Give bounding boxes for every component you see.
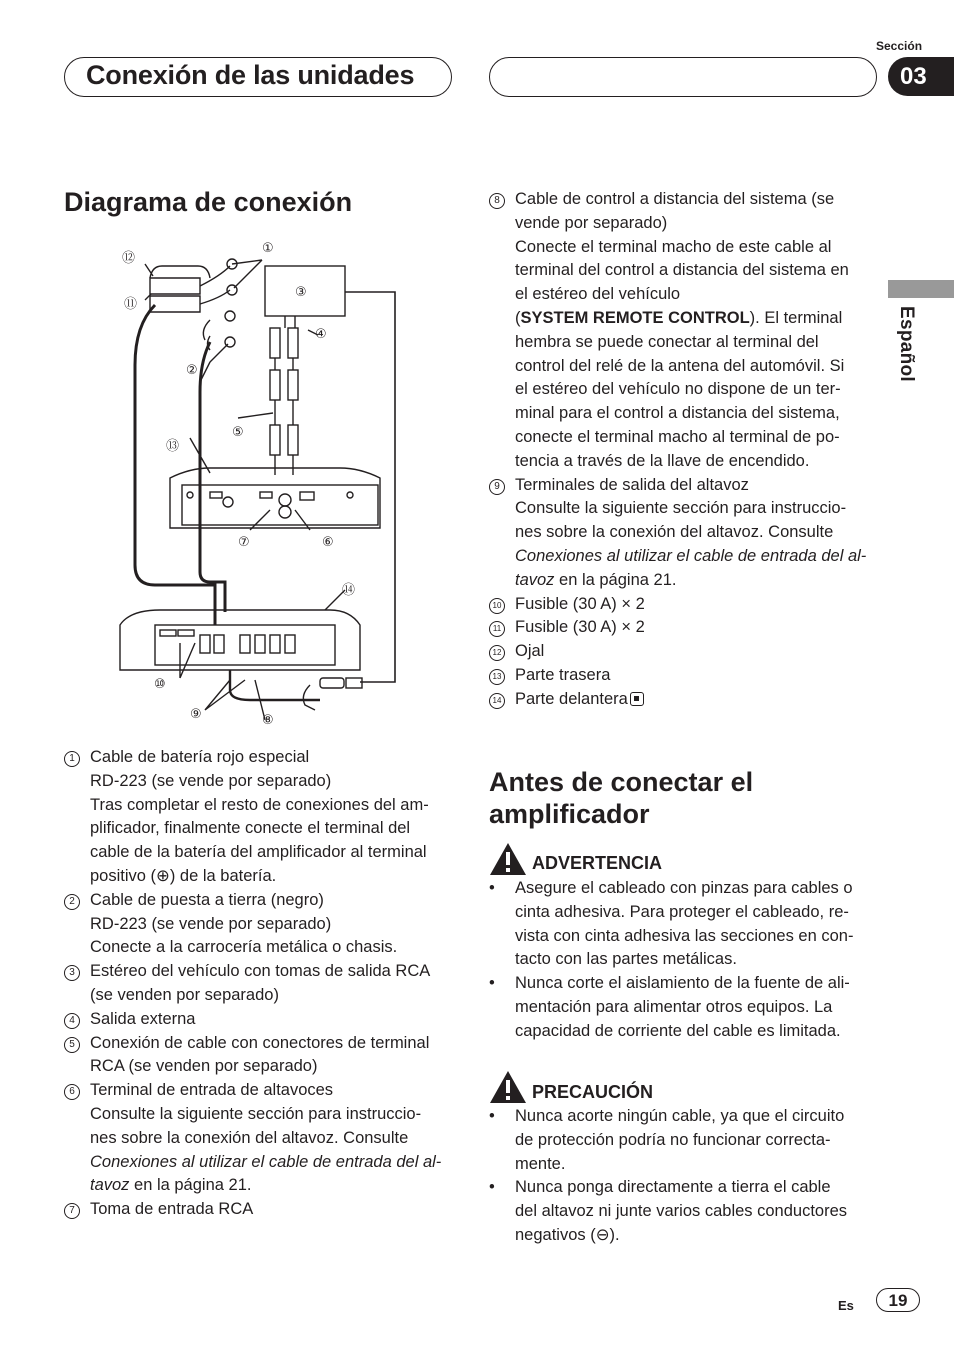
callout-8: ⑧ <box>262 713 274 728</box>
diagram-heading: Diagrama de conexión <box>64 187 353 217</box>
legend-item-6: 6 Terminal de entrada de altavoces Consulte la siguiente sección para instruccio- nes sobre la conexión del altavoz. Consulte Conexiones al utilizar el cable de entrada del al- tavoz en la página 21. <box>64 1079 456 1198</box>
front-indicator-icon <box>630 692 644 706</box>
num-badge: 5 <box>64 1037 80 1053</box>
language-tab-bar <box>888 280 954 298</box>
list-item: • Asegure el cableado con pinzas para cables o cinta adhesiva. Para proteger el cableado, re- vista con cinta adhesiva las secciones en con- tacto con las partes metálicas. <box>489 877 884 972</box>
list-item: • Nunca acorte ningún cable, ya que el circuito de protección podría no funcionar correcta- mente. <box>489 1105 884 1176</box>
callout-2: ② <box>186 363 198 378</box>
warning-title: ADVERTENCIA <box>532 853 663 873</box>
legend-list-left <box>64 746 456 1222</box>
section-label: Sección <box>876 39 923 53</box>
legend-item-2: 2 Cable de puesta a tierra (negro) RD-223 (se vende por separado) Conecte a la carrocería metálica o chasis. <box>64 889 456 960</box>
callout-4: ④ <box>315 327 327 342</box>
section-number-tab: 03 <box>888 57 954 96</box>
legend-item-9: 9 Terminales de salida del altavoz Consulte la siguiente sección para instruccio- nes sobre la conexión del altavoz. Consulte Conexiones al utilizar el cable de entrada del al- tavoz en la página 21. <box>489 474 884 593</box>
legend-item-4: 4 Salida externa <box>64 1008 456 1032</box>
num-badge: 10 <box>489 598 505 614</box>
legend-item-13: 13 Parte trasera <box>489 664 884 688</box>
callout-6: ⑥ <box>322 535 334 550</box>
legend-item-8: 8 Cable de control a distancia del sistema (se vende por separado) Conecte el terminal macho de este cable al terminal del control a distancia del sistema en el estéreo del vehículo (SYSTEM REMOTE CONTROL). El terminal hembra se puede conectar al terminal del control del relé de la antena del automóvil. Si el estéreo del vehículo no dispone de un ter- minal para el control a distancia del sistema, conecte el terminal macho al terminal de po- tencia a través de la llave de encendido. <box>489 188 884 474</box>
before-connecting-heading: Antes de conectar el amplificador <box>489 767 754 829</box>
num-badge: 3 <box>64 965 80 981</box>
callout-7: ⑦ <box>238 535 250 550</box>
page-number: 19 <box>876 1288 920 1312</box>
num-badge: 6 <box>64 1084 80 1100</box>
caution-list <box>489 1105 884 1248</box>
caution-title: PRECAUCIÓN <box>532 1082 654 1102</box>
callout-14: ⑭ <box>342 583 356 598</box>
callout-3: ③ <box>295 285 307 300</box>
num-badge: 12 <box>489 645 505 661</box>
list-item: • Nunca corte el aislamiento de la fuente de ali- mentación para alimentar otros equipos. La capacidad de corriente del cable es limitada. <box>489 972 884 1043</box>
footer-lang-code: Es <box>838 1298 854 1313</box>
num-badge: 2 <box>64 894 80 910</box>
legend-item-10: 10 Fusible (30 A) × 2 <box>489 593 884 617</box>
legend-item-12: 12 Ojal <box>489 640 884 664</box>
num-badge: 13 <box>489 669 505 685</box>
callout-12: ⑫ <box>122 251 136 266</box>
page-title: Conexión de las unidades <box>86 60 415 90</box>
callout-13: ⑬ <box>166 439 180 454</box>
num-badge: 11 <box>489 621 505 637</box>
num-badge: 1 <box>64 751 80 767</box>
num-badge: 8 <box>489 193 505 209</box>
callout-11: ⑪ <box>124 297 138 312</box>
num-badge: 7 <box>64 1203 80 1219</box>
warning-icon <box>489 842 527 876</box>
caution-icon <box>489 1070 527 1104</box>
legend-item-3: 3 Estéreo del vehículo con tomas de salida RCA (se venden por separado) <box>64 960 456 1008</box>
legend-item-11: 11 Fusible (30 A) × 2 <box>489 616 884 640</box>
warning-list <box>489 877 884 1044</box>
legend-list-right <box>489 188 884 712</box>
callout-10: ⑩ <box>154 677 166 692</box>
callout-1: ① <box>262 241 274 256</box>
connection-diagram <box>110 230 410 730</box>
language-tab-label: Español <box>896 306 917 383</box>
header-blank-frame <box>489 57 877 97</box>
num-badge: 9 <box>489 479 505 495</box>
callout-5: ⑤ <box>232 425 244 440</box>
num-badge: 14 <box>489 693 505 709</box>
legend-item-14: 14 Parte delantera <box>489 688 884 712</box>
legend-item-1: 1 Cable de batería rojo especial RD-223 (se vende por separado) Tras completar el resto de conexiones del am- plificador, finalmente conecte el terminal del cable de la batería del amplificador al terminal positivo (⊕) de la batería. <box>64 746 456 889</box>
list-item: • Nunca ponga directamente a tierra el cable del altavoz ni junte varios cables conductores negativos (⊖). <box>489 1176 884 1247</box>
num-badge: 4 <box>64 1013 80 1029</box>
legend-item-7: 7 Toma de entrada RCA <box>64 1198 456 1222</box>
callout-9: ⑨ <box>190 707 202 722</box>
legend-item-5: 5 Conexión de cable con conectores de terminal RCA (se venden por separado) <box>64 1032 456 1080</box>
